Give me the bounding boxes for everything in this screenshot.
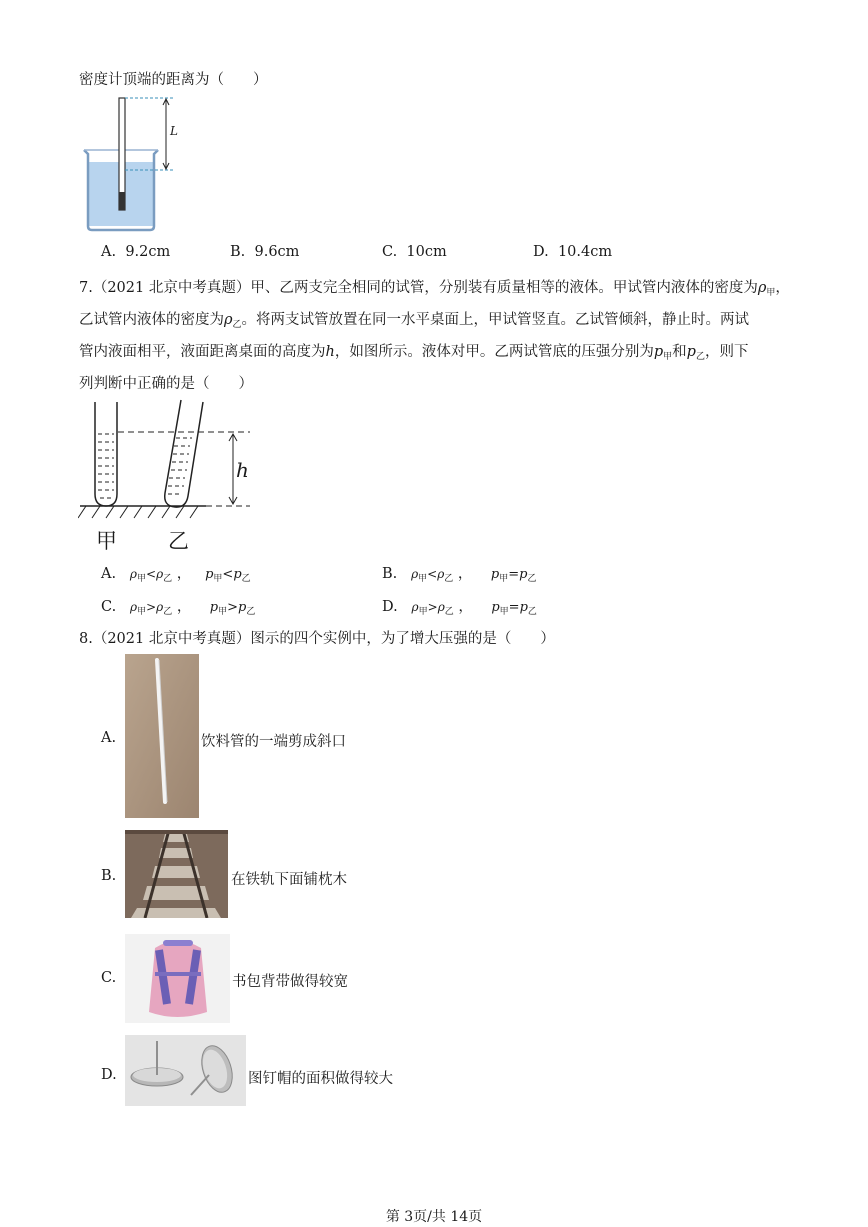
q7-option-c[interactable]: C. $\rho_甲>\rho_乙$ ， $p_甲>p_乙$ [101,599,256,617]
railway-photo [125,830,228,918]
q6-option-b[interactable]: B. 9.6cm [230,244,300,260]
q6-stem-tail: 密度计顶端的距离为（ ） [79,72,268,88]
q7-stem-line1: 7.（2021 北京中考真题）甲、乙两支完全相同的试管，分别装有质量相等的液体。甲试管内液体的密度为$\rho_甲$， [79,280,790,298]
q8-option-b-text[interactable]: 在铁轨下面铺枕木 [231,872,347,888]
q7-stem-line3: 管内液面相平，液面距离桌面的高度为h，如图所示。液体对甲。乙两试管底的压强分别为$p_甲$和$p_乙$，则下 [79,344,749,362]
q8-option-d-letter[interactable]: D. [101,1067,117,1083]
q7-stem-line2: 乙试管内液体的密度为$\rho_乙$。将两支试管放置在同一水平桌面上，甲试管竖直。乙试管倾斜，静止时。两试 [79,312,750,330]
q7-option-a[interactable]: A. $\rho_甲<\rho_乙$ ， $p_甲<p_乙$ [101,566,251,584]
q6-option-c[interactable]: C. 10cm [382,244,447,260]
q7-option-b[interactable]: B. $\rho_甲<\rho_乙$ ， $p_甲=p_乙$ [382,566,537,584]
q8-option-d-text[interactable]: 图钉帽的面积做得较大 [248,1071,393,1087]
q8-stem: 8.（2021 北京中考真题）图示的四个实例中，为了增大压强的是（ ） [79,631,555,647]
q7-option-d[interactable]: D. $\rho_甲>\rho_乙$ ， $p_甲=p_乙$ [382,599,537,617]
beaker-hydrometer-figure [78,94,188,234]
thumbtack-photo [125,1035,246,1106]
q8-option-c-letter[interactable]: C. [101,970,117,986]
q8-option-b-letter[interactable]: B. [101,868,117,884]
q8-option-a-text[interactable]: 饮料管的一端剪成斜口 [201,734,346,750]
backpack-photo [125,934,230,1023]
q6-option-d[interactable]: D. 10.4cm [533,244,613,260]
straw-photo [125,654,199,818]
figure-label-h: h [236,458,249,482]
page-footer: 第 3页/共 14页 [385,1209,483,1225]
tube-label-jia: 甲 [96,529,117,553]
tube-label-yi: 乙 [168,529,189,553]
figure-label-L: L [170,124,178,138]
q8-option-a-letter[interactable]: A. [101,730,117,746]
q7-stem-line4: 列判断中正确的是（ ） [79,376,253,392]
test-tubes-figure [78,398,253,523]
q6-option-a[interactable]: A. 9.2cm [101,244,171,260]
q8-option-c-text[interactable]: 书包背带做得较宽 [232,974,348,990]
